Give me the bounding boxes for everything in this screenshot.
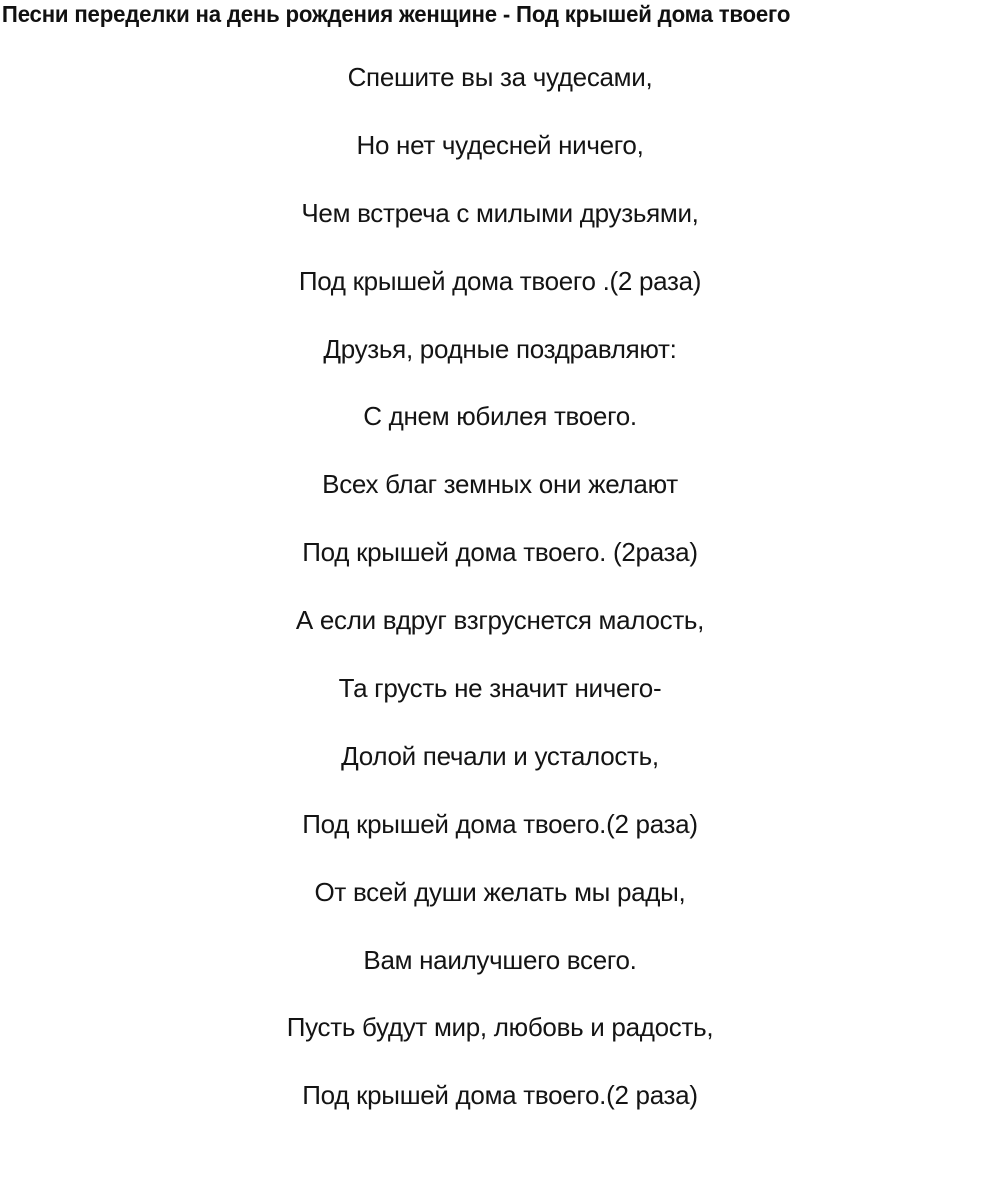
document-title: Песни переделки на день рождения женщине - Под крышей дома твоего xyxy=(1,1,791,27)
lyric-line: А если вдруг взгруснется малость, xyxy=(295,605,705,636)
lyric-line: Под крышей дома твоего.(2 раза) xyxy=(302,1080,698,1111)
lyric-line: Спешите вы за чудесами, xyxy=(347,62,653,92)
lyric-line: Под крышей дома твоего.(2 раза) xyxy=(302,808,698,839)
lyric-line: С днем юбилея твоего. xyxy=(363,401,637,432)
lyric-line: Чем встреча с милыми друзьями, xyxy=(301,197,699,228)
lyric-line: Пусть будут мир, любовь и радость, xyxy=(286,1012,714,1043)
lyric-line: Та грусть не значит ничего- xyxy=(338,673,662,704)
lyric-line: Всех благ земных они желают xyxy=(322,469,678,500)
lyric-line: Вам наилучшего всего. xyxy=(363,944,637,975)
lyrics-list xyxy=(0,55,1000,1141)
lyric-line: От всей души желать мы рады, xyxy=(314,876,686,907)
lyric-line: Долой печали и усталость, xyxy=(341,740,659,771)
lyric-line: Под крышей дома твоего. (2раза) xyxy=(302,537,698,568)
lyric-line: Но нет чудесней ничего, xyxy=(356,129,644,160)
lyric-line: Под крышей дома твоего .(2 раза) xyxy=(298,265,702,296)
lyric-line: Друзья, родные поздравляют: xyxy=(323,333,677,364)
